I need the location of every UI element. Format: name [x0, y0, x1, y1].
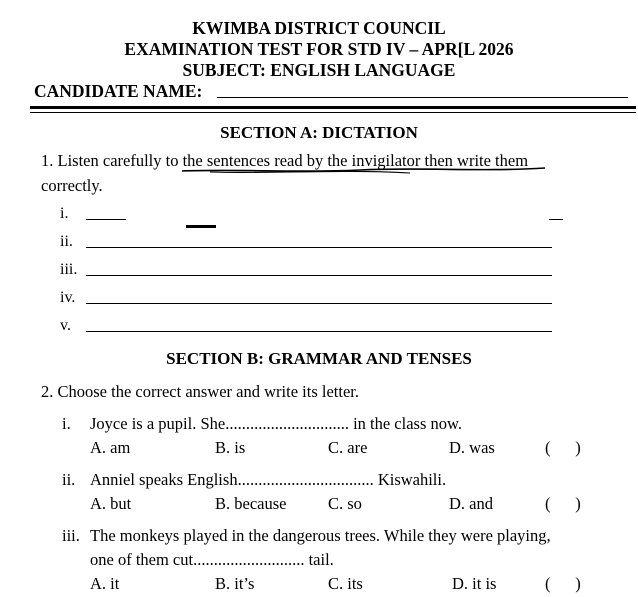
dictation-line-5[interactable]	[86, 331, 552, 332]
pen-scribble	[180, 160, 550, 176]
header-divider	[30, 106, 636, 109]
dictation-item-number: iv.	[60, 289, 76, 306]
dictation-item-number: i.	[60, 205, 69, 222]
dictation-line-1[interactable]	[86, 219, 126, 220]
dictation-line-2[interactable]	[86, 247, 552, 248]
option-c[interactable]: C. are	[328, 438, 368, 457]
option-c[interactable]: C. its	[328, 574, 363, 593]
dictation-line-4[interactable]	[86, 303, 552, 304]
question-2-text: 2. Choose the correct answer and write its letter.	[41, 382, 359, 401]
ink-mark	[186, 225, 216, 228]
dictation-line-3[interactable]	[86, 275, 552, 276]
question-number: i.	[62, 414, 71, 433]
dictation-line-1-end[interactable]	[549, 219, 563, 220]
option-c[interactable]: C. so	[328, 494, 362, 513]
question-number: iii.	[62, 526, 80, 545]
dictation-item-number: iii.	[60, 261, 78, 278]
answer-box[interactable]: ( )	[545, 438, 581, 457]
option-d[interactable]: D. it is	[452, 574, 497, 593]
candidate-name-field[interactable]	[217, 97, 628, 98]
option-d[interactable]: D. was	[449, 438, 495, 457]
question-text-cont: one of them cut........................... tail.	[90, 550, 334, 569]
answer-box[interactable]: ( )	[545, 494, 581, 513]
dictation-item-number: v.	[60, 317, 71, 334]
section-b-title: SECTION B: GRAMMAR AND TENSES	[166, 349, 472, 368]
option-a[interactable]: A. it	[90, 574, 120, 593]
option-d[interactable]: D. and	[449, 494, 493, 513]
question-text: Anniel speaks English................................. Kiswahili.	[90, 470, 447, 489]
question-text: The monkeys played in the dangerous trees. While they were playing,	[90, 526, 551, 545]
question-1-text: 1. Listen carefully to the sentences read by the invigilator then write them	[41, 151, 529, 170]
header-divider-thin	[30, 112, 636, 113]
question-text: Joyce is a pupil. She.............................. in the class now.	[90, 414, 462, 433]
option-b[interactable]: B. because	[215, 494, 287, 513]
section-a-title: SECTION A: DICTATION	[220, 123, 418, 142]
question-1-text-cont: correctly.	[41, 176, 103, 195]
question-number: ii.	[62, 470, 76, 489]
dictation-item-number: ii.	[60, 233, 73, 250]
candidate-name-label: CANDIDATE NAME:	[34, 81, 203, 101]
option-a[interactable]: A. am	[90, 438, 131, 457]
answer-box[interactable]: ( )	[545, 574, 581, 593]
council-title: KWIMBA DISTRICT COUNCIL	[192, 18, 446, 38]
subject-title: SUBJECT: ENGLISH LANGUAGE	[182, 60, 456, 80]
option-b[interactable]: B. it’s	[215, 574, 255, 593]
option-b[interactable]: B. is	[215, 438, 246, 457]
exam-title: EXAMINATION TEST FOR STD IV – APR[L 2026	[124, 39, 514, 59]
option-a[interactable]: A. but	[90, 494, 132, 513]
